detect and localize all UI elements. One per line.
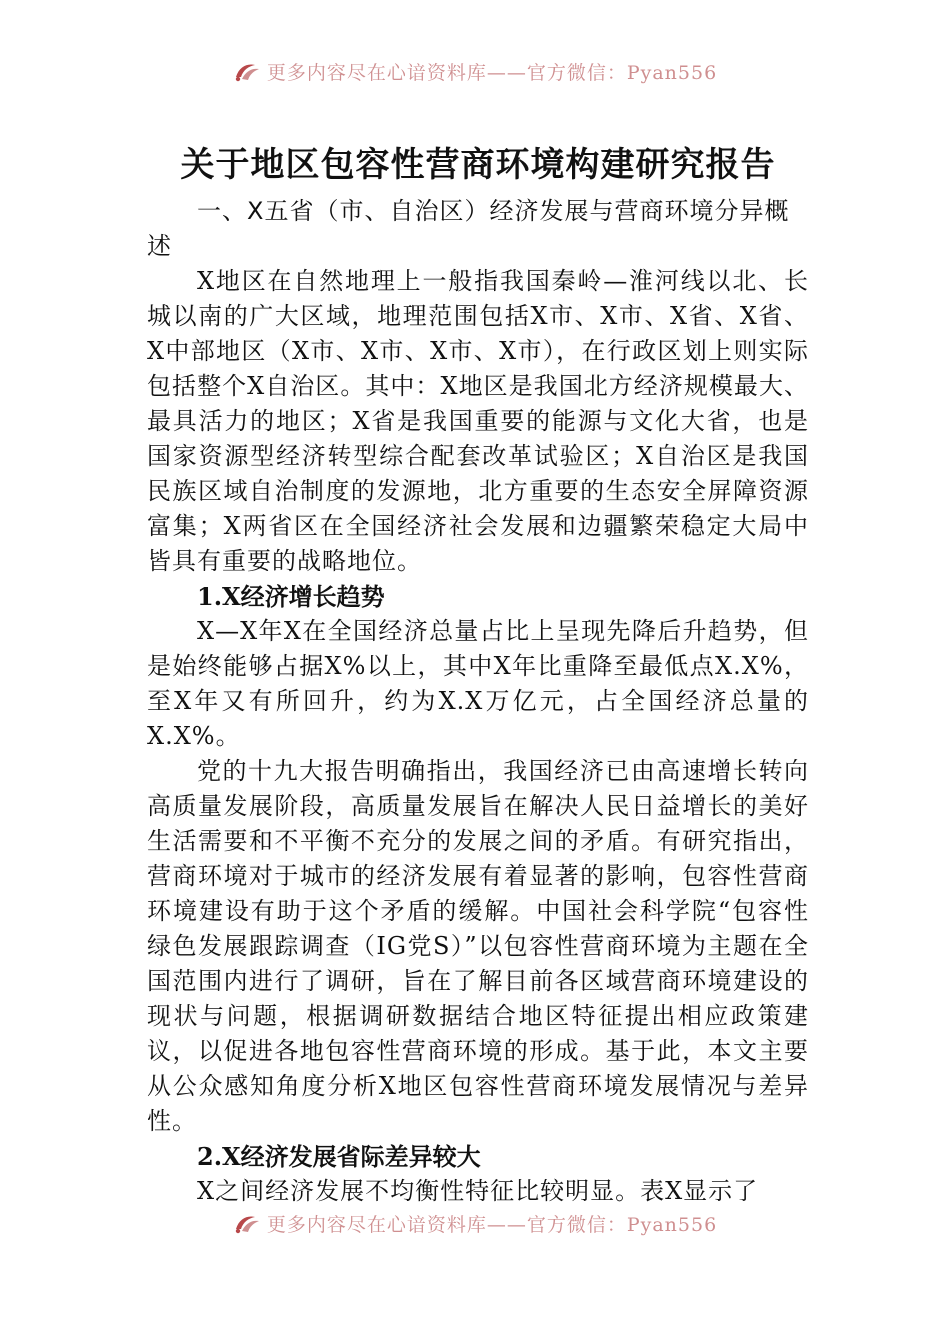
page-title: 关于地区包容性营商环境构建研究报告	[180, 145, 776, 185]
paragraph-3: 党的十九大报告明确指出，我国经济已由高速增长转向高质量发展阶段，高质量发展旨在解决人民日益增长的美好生活需要和不平衡不充分的发展之间的矛盾。有研究指出，营商环境对于城市的经济发展有着显著的影响，包容性营商环境建设有助于这个矛盾的缓解。中国社会科学院“包容性绿色发展跟踪调查（IG党S）”以包容性营商环境为主题在全国范围内进行了调研，旨在了解目前各区域营商环境建设的现状与问题，根据调研数据结合地区特征提出相应政策建议，以促进各地包容性营商环境的形成。基于此，本文主要从公众感知角度分析X地区包容性营商环境发展情况与差异性。	[147, 757, 809, 1135]
brand-logo-icon	[233, 59, 261, 83]
paragraph-2: X—X年X在全国经济总量占比上呈现先降后升趋势，但是始终能够占据X%以上，其中X年比重降至最低点X.X%，至X年又有所回升，约为X.X万亿元，占全国经济总量的X.X%。	[147, 617, 809, 750]
section-heading: 一、X五省（市、自治区）经济发展与营商环境分异概述	[147, 197, 790, 260]
watermark-text: 更多内容尽在心谙资料库——官方微信：Pyan556	[266, 61, 718, 84]
brand-logo-icon	[233, 1211, 261, 1235]
watermark-text: 更多内容尽在心谙资料库——官方微信：Pyan556	[266, 1213, 718, 1236]
paragraph-4: X之间经济发展不均衡性特征比较明显。表X显示了	[197, 1177, 759, 1205]
subheading-2: 2.X经济发展省际差异较大	[197, 1142, 481, 1171]
subheading-1: 1.X经济增长趋势	[197, 582, 385, 611]
watermark-top	[0, 54, 950, 88]
watermark-bottom	[0, 1206, 950, 1240]
document-body	[147, 142, 809, 1209]
paragraph-1: X地区在自然地理上一般指我国秦岭—淮河线以北、长城以南的广大区域，地理范围包括X市、X市、X省、X省、X中部地区（X市、X市、X市、X市），在行政区划上则实际包括整个X自治区。其中：X地区是我国北方经济规模最大、最具活力的地区；X省是我国重要的能源与文化大省，也是国家资源型经济转型综合配套改革试验区；X自治区是我国民族区域自治制度的发源地，北方重要的生态安全屏障资源富集；X两省区在全国经济社会发展和边疆繁荣稳定大局中皆具有重要的战略地位。	[147, 267, 809, 575]
